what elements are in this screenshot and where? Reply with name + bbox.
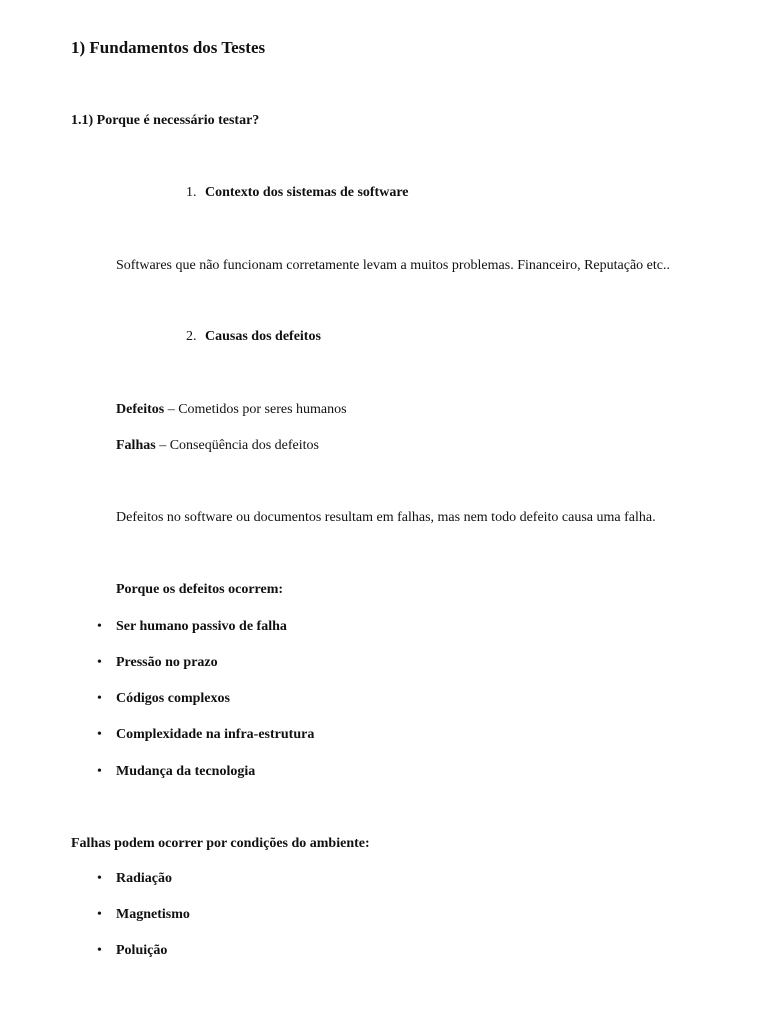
list-item [97, 871, 172, 887]
causes-heading: Porque os defeitos ocorrem: [116, 582, 284, 597]
list-number: 2. [186, 329, 197, 344]
bullet-icon: • [97, 727, 102, 742]
section-subtitle: 1.1) Porque é necessário testar? [71, 113, 260, 128]
numbered-heading-text: Causas dos defeitos [205, 329, 321, 344]
list-item-text: Radiação [116, 871, 172, 886]
environment-heading: Falhas podem ocorrer por condições do ambiente: [71, 836, 370, 851]
bullet-icon: • [97, 907, 102, 922]
bullet-icon: • [97, 619, 102, 634]
bullet-icon: • [97, 691, 102, 706]
definition-term: Defeitos [116, 402, 165, 417]
list-item [97, 619, 287, 635]
list-item [97, 764, 256, 780]
definition-text: – Cometidos por seres humanos [164, 402, 347, 417]
paragraph-context: Softwares que não funcionam corretamente levam a muitos problemas. Financeiro, Reputação etc.. [116, 258, 670, 273]
bullet-icon: • [97, 943, 102, 958]
definition-defeitos [116, 402, 347, 418]
list-item-text: Mudança da tecnologia [116, 764, 256, 779]
document-title: 1) Fundamentos dos Testes [71, 38, 266, 57]
list-item-text: Poluição [116, 943, 168, 958]
definition-text: – Conseqüência dos defeitos [155, 438, 319, 453]
bullet-icon: • [97, 655, 102, 670]
list-item [97, 655, 218, 671]
list-item-text: Complexidade na infra-estrutura [116, 727, 315, 742]
numbered-heading-2 [186, 329, 321, 345]
list-item-text: Códigos complexos [116, 691, 230, 706]
list-item [97, 691, 230, 707]
definition-term: Falhas [116, 438, 156, 453]
definition-falhas [116, 438, 319, 454]
paragraph-defects: Defeitos no software ou documentos resultam em falhas, mas nem todo defeito causa uma falha. [116, 510, 656, 525]
bullet-icon: • [97, 764, 102, 779]
list-number: 1. [186, 185, 197, 200]
numbered-heading-text: Contexto dos sistemas de software [205, 185, 409, 200]
list-item-text: Magnetismo [116, 907, 190, 922]
list-item [97, 943, 168, 959]
list-item [97, 727, 315, 743]
list-item [97, 907, 190, 923]
numbered-heading-1 [186, 185, 409, 201]
list-item-text: Ser humano passivo de falha [116, 619, 287, 634]
bullet-icon: • [97, 871, 102, 886]
list-item-text: Pressão no prazo [116, 655, 218, 670]
